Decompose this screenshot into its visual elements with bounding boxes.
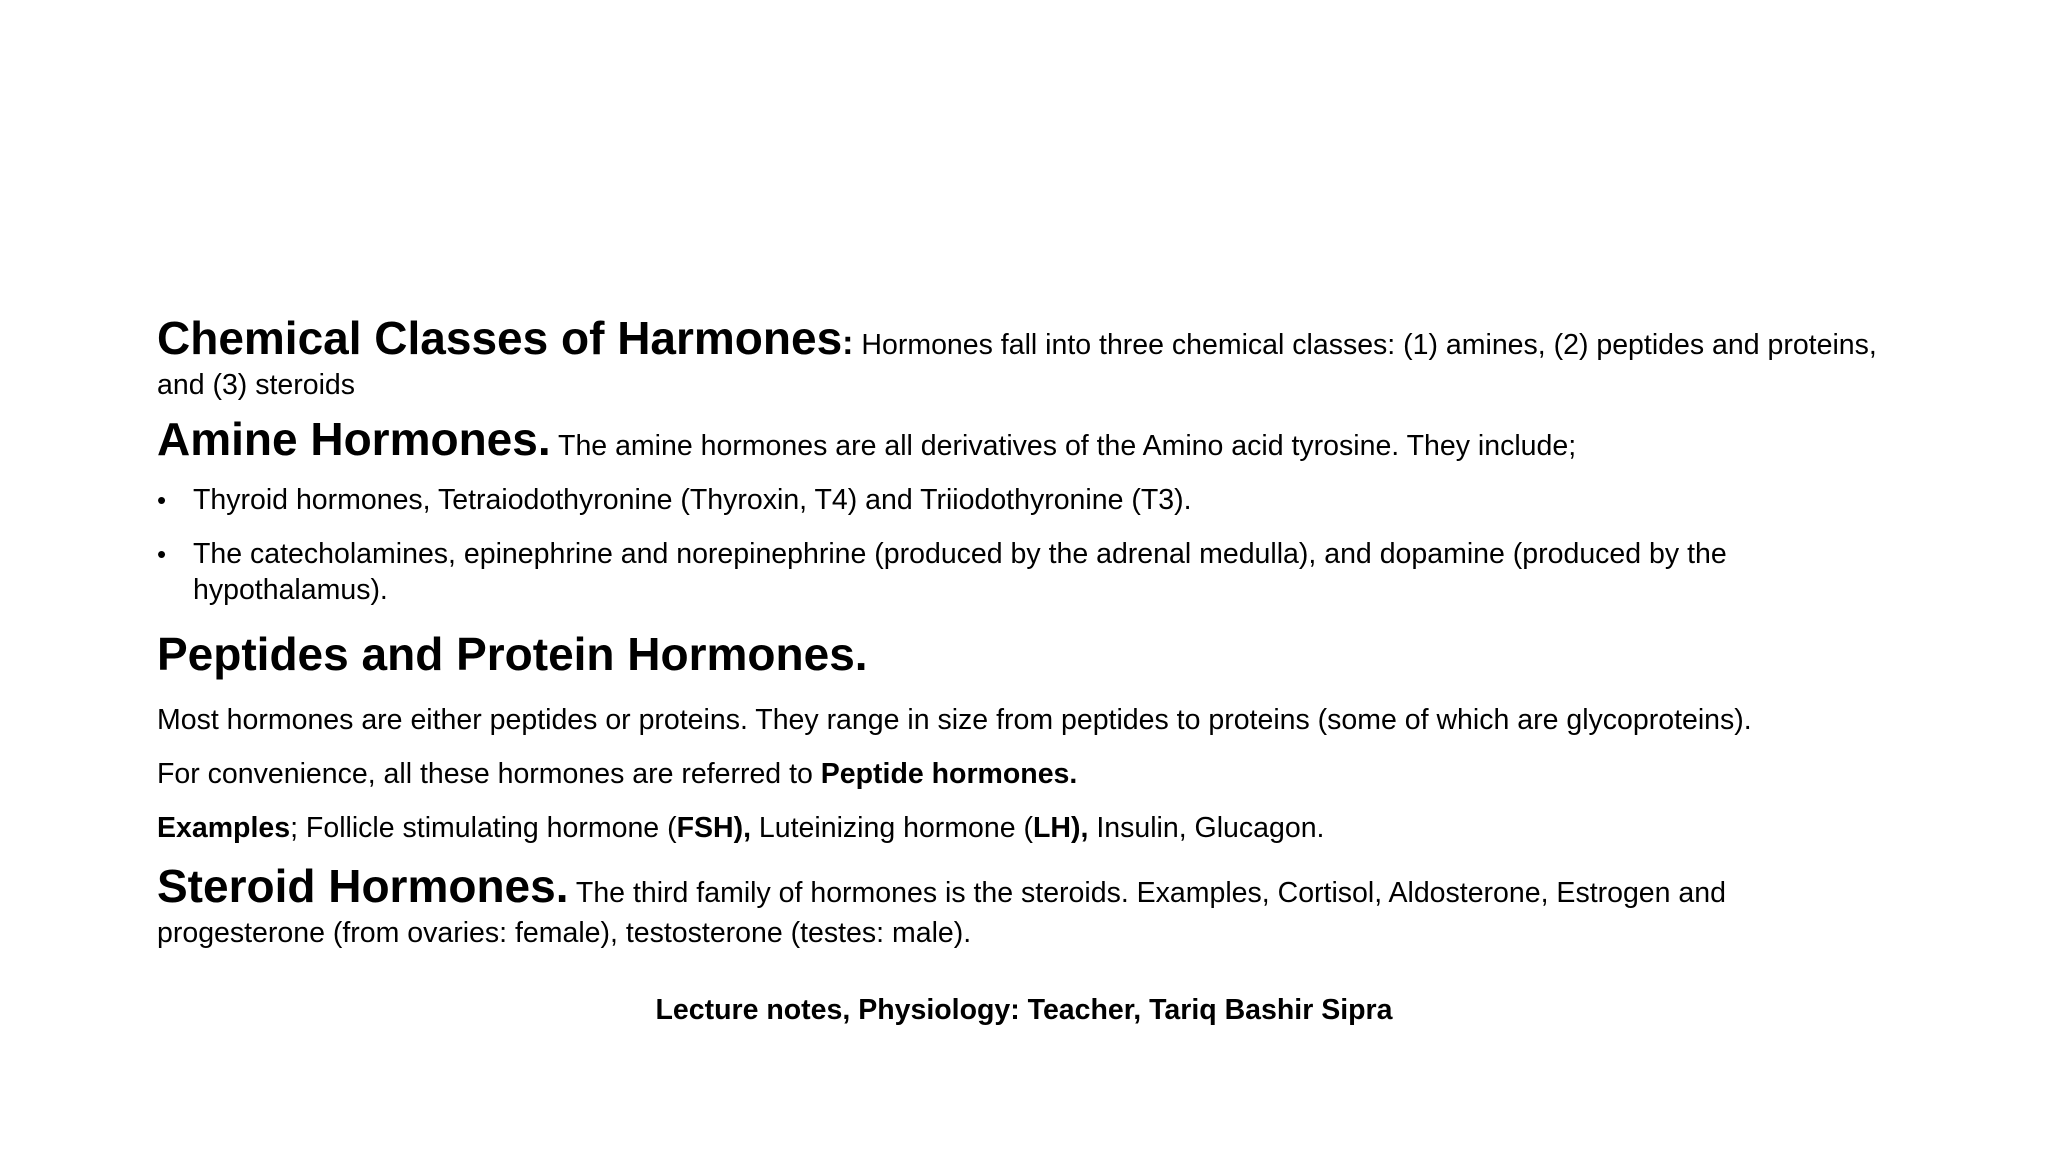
peptides-paragraph-2-text: For convenience, all these hormones are referred to <box>157 758 821 790</box>
bullet-icon: • <box>157 485 167 515</box>
steroid-paragraph <box>157 860 1897 953</box>
chemical-classes-paragraph <box>157 312 1897 405</box>
steroid-heading: Steroid Hormones. <box>157 860 569 912</box>
examples-label: Examples <box>157 812 291 844</box>
chemical-classes-heading: Chemical Classes of Harmones <box>157 312 843 364</box>
chemical-classes-text: Hormones fall into three chemical classes: (1) amines, (2) peptides and proteins, and (3) steroids <box>157 329 1877 401</box>
examples-text-3: Insulin, Glucagon. <box>1088 812 1325 844</box>
bullet-text: Thyroid hormones, Tetraiodothyronine (Thyroxin, T4) and Triiodothyronine (T3). <box>193 484 1192 516</box>
examples-text-2: Luteinizing hormone ( <box>751 812 1033 844</box>
lecture-footer: Lecture notes, Physiology: Teacher, Tariq Bashir Sipra <box>655 994 1393 1026</box>
amine-heading: Amine Hormones. <box>157 413 551 465</box>
peptides-paragraph-1: Most hormones are either peptides or proteins. They range in size from peptides to proteins (some of which are glycoproteins). <box>157 704 1752 736</box>
amine-bullet-list <box>157 482 1897 608</box>
slide-body <box>157 312 1897 953</box>
list-item <box>157 482 1897 518</box>
fsh-abbreviation: FSH), <box>676 812 751 844</box>
amine-text: The amine hormones are all derivatives of the Amino acid tyrosine. They include; <box>558 430 1577 462</box>
steroid-text: The third family of hormones is the steroids. Examples, Cortisol, Aldosterone, Estrogen and progesterone (from ovaries: female), testosterone (testes: male). <box>157 877 1726 949</box>
examples-text-1: ; Follicle stimulating hormone ( <box>290 812 677 844</box>
bullet-text: The catecholamines, epinephrine and norepinephrine (produced by the adrenal medulla), and dopamine (produced by the hypothalamus). <box>193 538 1727 606</box>
bullet-icon: • <box>157 539 167 569</box>
examples-paragraph <box>157 808 1897 848</box>
peptides-heading: Peptides and Protein Hormones. <box>157 628 868 680</box>
amine-paragraph <box>157 413 1897 466</box>
lh-abbreviation: LH), <box>1033 812 1089 844</box>
peptides-paragraph-2 <box>157 754 1897 794</box>
list-item <box>157 536 1897 608</box>
heading-colon: : <box>842 324 854 362</box>
peptide-hormones-term: Peptide hormones. <box>820 758 1078 790</box>
